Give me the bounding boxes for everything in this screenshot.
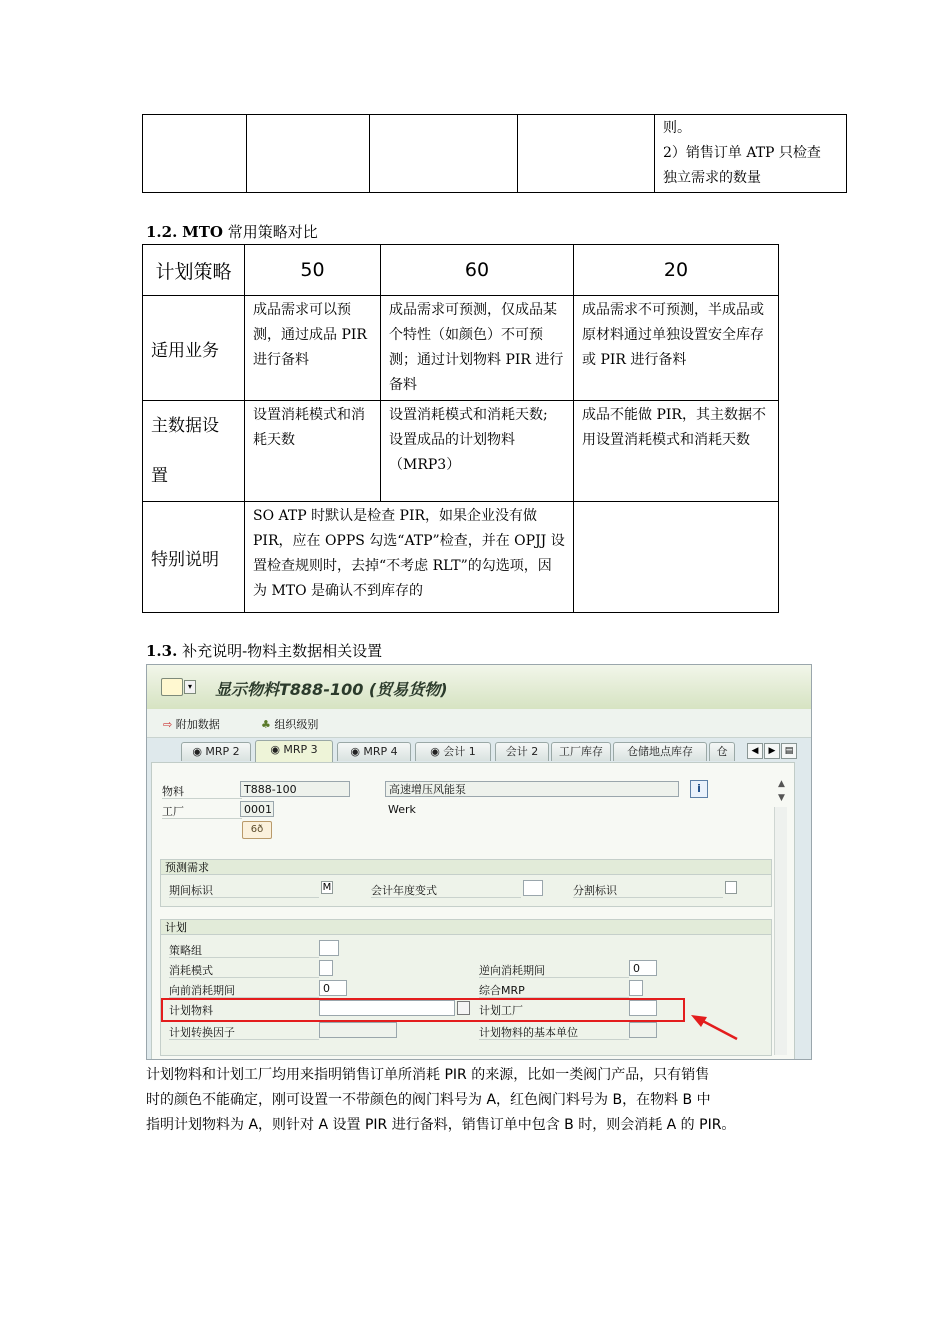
header-60: 60 — [381, 245, 574, 296]
fiscal-year-variant-field[interactable] — [523, 880, 543, 896]
period-indicator-field[interactable]: M — [322, 882, 332, 893]
section-title-bold: MTO — [182, 223, 223, 241]
label-underline — [169, 977, 319, 978]
planning-material-label: 计划物料 — [169, 1004, 213, 1017]
paragraph-line-3: 指明计划物料为 A，则针对 A 设置 PIR 进行备料，销售订单中包含 B 时，则会消耗 A 的 PIR。 — [146, 1117, 736, 1133]
top-line-3: 独立需求的数量 — [663, 170, 761, 186]
dropdown-icon[interactable]: ▾ — [184, 680, 196, 694]
forecast-requirements-group — [160, 859, 772, 907]
label-underline — [169, 897, 319, 898]
cell-master-50: 设置消耗模式和消耗天数 — [245, 401, 381, 502]
tab-more[interactable]: 仓 — [709, 742, 735, 761]
base-unit-label: 计划物料的基本单位 — [479, 1026, 578, 1039]
top-partial-table — [142, 114, 847, 193]
tab-plant-stock[interactable]: 工厂库存 — [551, 742, 611, 761]
tab-status-icon: ◉ — [350, 745, 360, 758]
group-title: 计划 — [161, 920, 771, 935]
tab-prev-icon[interactable]: ◀ — [747, 743, 763, 759]
cell-special-merged: SO ATP 时默认是检查 PIR，如果企业没有做 PIR，应在 OPPS 勾选“ATP”检查，并在 OPJJ 设置检查规则时，去掉“不考虑 RLT”的勾选项，因为 MTO 是确认不到库存的 — [245, 502, 574, 613]
consumption-mode-label: 消耗模式 — [169, 964, 213, 977]
strategy-group-label: 策略组 — [169, 944, 202, 957]
material-description-field[interactable]: 高速增压风能泵 — [385, 781, 679, 797]
cell-business-20: 成品需求不可预测，半成品或原材料通过单独设置安全库存或 PIR 进行备料 — [574, 296, 779, 401]
top-cell-4 — [518, 115, 655, 193]
paragraph-line-2: 时的颜色不能确定，刚可设置一不带颜色的阀门料号为 A，红色阀门料号为 B，在物料 B 中 — [146, 1092, 711, 1108]
org-levels-button[interactable] — [261, 716, 318, 732]
top-cell-3 — [370, 115, 518, 193]
label-underline — [169, 1039, 319, 1040]
row-label-line1: 主数据设 — [151, 416, 219, 436]
backward-consumption-field[interactable]: 0 — [629, 960, 657, 976]
tab-status-icon: ◉ — [430, 745, 440, 758]
fiscal-year-variant-label: 会计年度变式 — [371, 884, 437, 897]
material-field[interactable]: T888-100 — [240, 781, 350, 797]
row-label-line2: 置 — [151, 466, 168, 486]
backward-consumption-label: 逆向消耗期间 — [479, 964, 545, 977]
header-20: 20 — [574, 245, 779, 296]
material-label: 物料 — [162, 785, 184, 798]
label-underline — [169, 957, 319, 958]
tab-status-icon: ◉ — [192, 745, 202, 758]
section-1-3-heading — [146, 640, 382, 661]
consumption-mode-field[interactable] — [319, 960, 333, 976]
sap-screenshot — [146, 664, 812, 1060]
mto-strategy-table — [142, 244, 779, 613]
tab-mrp3[interactable] — [255, 740, 333, 762]
row-label-business: 适用业务 — [143, 296, 245, 401]
sap-tabs — [147, 739, 811, 763]
label-underline — [162, 818, 242, 819]
label-underline — [479, 977, 629, 978]
section-title: 补充说明-物料主数据相关设置 — [177, 642, 383, 660]
sap-title-bar — [147, 665, 811, 710]
section-1-2-heading — [146, 221, 318, 242]
conversion-factor-label: 计划转换因子 — [169, 1026, 235, 1039]
group-title: 预测需求 — [161, 860, 771, 875]
additional-data-button[interactable] — [163, 716, 220, 732]
cell-master-20: 成品不能做 PIR，其主数据不用设置消耗模式和消耗天数 — [574, 401, 779, 502]
splitting-indicator-label: 分割标识 — [573, 884, 617, 897]
splitting-indicator-field[interactable] — [725, 881, 737, 894]
cell-special-empty — [574, 502, 779, 613]
top-line-2: 2）销售订单 ATP 只检查 — [663, 145, 821, 161]
explanation-paragraph — [146, 1063, 816, 1138]
tab-next-icon[interactable]: ▶ — [764, 743, 780, 759]
row-label-special: 特别说明 — [143, 502, 245, 613]
plant-label: 工厂 — [162, 805, 184, 818]
additional-data-label: 附加数据 — [175, 718, 220, 731]
section-number: 1.2. — [146, 223, 178, 241]
top-cell-5 — [655, 115, 847, 193]
header-50: 50 — [245, 245, 381, 296]
forward-consumption-label: 向前消耗期间 — [169, 984, 235, 997]
plant-description: Werk — [388, 803, 416, 816]
label-underline — [573, 897, 723, 898]
header-strategy: 计划策略 — [143, 245, 245, 296]
vertical-scrollbar[interactable] — [774, 807, 787, 1055]
tab-label: 会计 1 — [443, 745, 476, 758]
highlight-box — [161, 998, 685, 1022]
info-icon[interactable]: i — [690, 780, 708, 798]
cell-business-60: 成品需求可预测，仅成品某个特性（如颜色）不可预测；通过计划物料 PIR 进行备料 — [381, 296, 574, 401]
top-cell-1 — [143, 115, 247, 193]
strategy-group-field[interactable] — [319, 940, 339, 956]
label-underline — [162, 798, 242, 799]
tab-storage-stock[interactable]: 仓储地点库存 — [613, 742, 707, 761]
org-levels-icon: ♣ — [261, 718, 271, 731]
top-line-1: 则。 — [663, 120, 691, 136]
paragraph-line-1: 计划物料和计划工厂均用来指明销售订单所消耗 PIR 的来源，比如一类阀门产品，只有销售 — [146, 1067, 710, 1083]
row-label-master-data — [143, 401, 245, 502]
cell-master-60 — [381, 401, 574, 502]
tab-status-icon: ◉ — [270, 743, 280, 756]
period-indicator-label: 期间标识 — [169, 884, 213, 897]
menu-icon[interactable] — [161, 678, 183, 696]
red-arrow-icon — [687, 1011, 747, 1045]
base-unit-field[interactable] — [629, 1022, 657, 1038]
tab-list-icon[interactable]: ▤ — [781, 743, 797, 759]
org-levels-label: 组织级别 — [274, 718, 319, 731]
tab-mrp4[interactable] — [337, 742, 411, 761]
cell-master-60-line1: 设置消耗模式和消耗天数; — [389, 407, 548, 423]
tab-label: MRP 2 — [205, 745, 240, 758]
top-cell-2 — [247, 115, 370, 193]
cell-master-60-line2: 设置成品的计划物料（MRP3） — [389, 432, 515, 473]
plant-field[interactable]: 0001 — [240, 801, 274, 817]
sap-toolbar — [147, 709, 811, 738]
scroll-up-icon[interactable]: ▲ — [778, 779, 785, 789]
label-underline — [479, 1039, 629, 1040]
tab-accounting1[interactable] — [415, 742, 491, 761]
tab-label: MRP 4 — [363, 745, 398, 758]
tab-mrp2[interactable] — [181, 742, 251, 761]
planning-group — [160, 919, 772, 1056]
forward-consumption-field[interactable]: 0 — [319, 980, 347, 996]
tab-accounting2[interactable]: 会计 2 — [495, 742, 549, 761]
sap-window-title: 显示物料T888-100 (贸易货物) — [215, 680, 448, 699]
section-title-rest: 常用策略对比 — [222, 223, 318, 241]
display-icon-button[interactable]: 6ð — [242, 821, 272, 839]
conversion-factor-field[interactable] — [319, 1022, 397, 1038]
label-underline — [371, 897, 521, 898]
planning-plant-label: 计划工厂 — [479, 1004, 523, 1017]
mixed-mrp-field[interactable] — [629, 980, 643, 996]
section-number: 1.3. — [146, 642, 178, 660]
mixed-mrp-label: 综合MRP — [479, 984, 525, 997]
scroll-down-icon[interactable]: ▼ — [778, 793, 785, 803]
cell-business-50: 成品需求可以预测，通过成品 PIR 进行备料 — [245, 296, 381, 401]
additional-data-icon: ⇨ — [163, 718, 173, 731]
tab-label: MRP 3 — [283, 743, 318, 756]
